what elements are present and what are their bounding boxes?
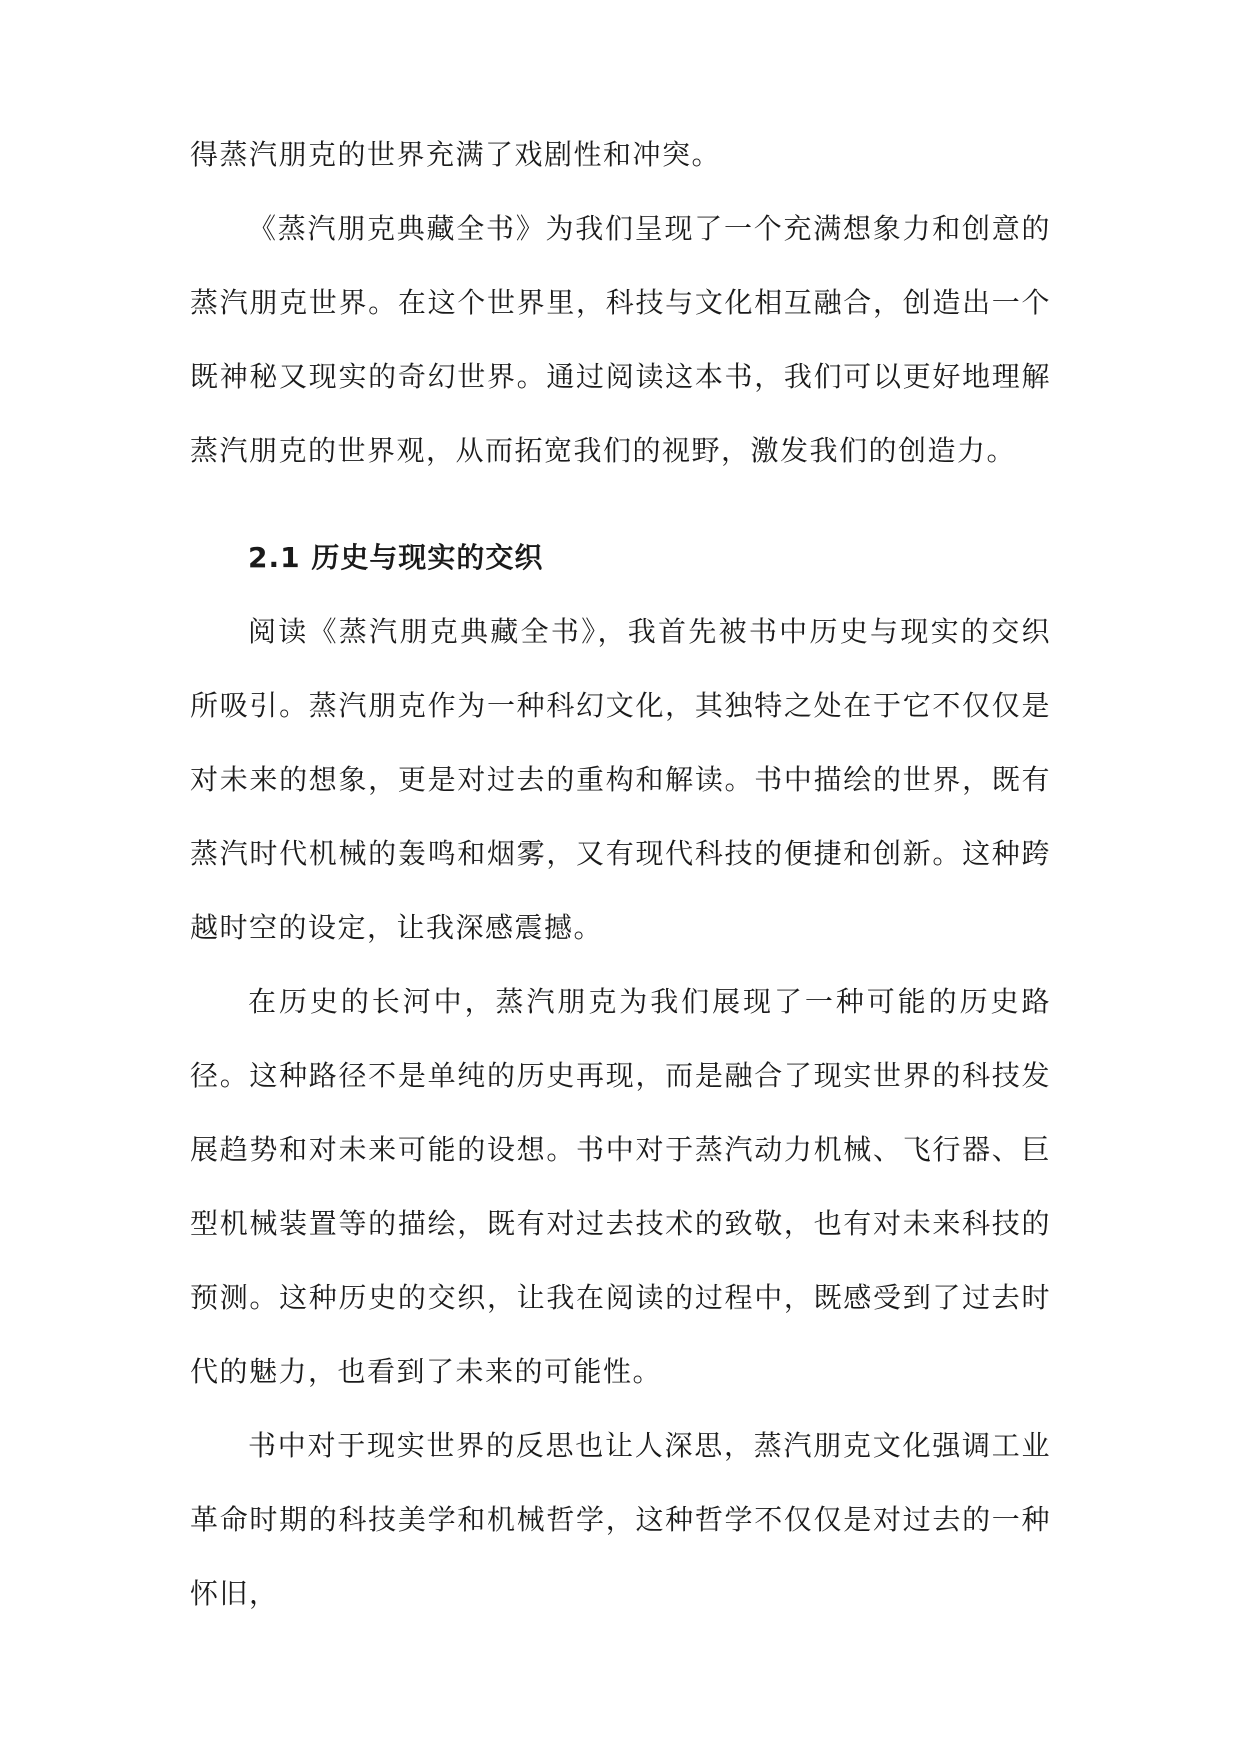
reflection-paragraph: 书中对于现实世界的反思也让人深思，蒸汽朋克文化强调工业革命时期的科技美学和机械哲学，这种哲学不仅仅是对过去的一种怀旧， bbox=[190, 1429, 1051, 1610]
continuation-paragraph: 得蒸汽朋克的世界充满了戏剧性和冲突。 bbox=[190, 138, 722, 171]
historical-path-paragraph: 在历史的长河中，蒸汽朋克为我们展现了一种可能的历史路径。这种路径不是单纯的历史再现，而是融合了现实世界的科技发展趋势和对未来可能的设想。书中对于蒸汽动力机械、飞行器、巨型机械装置等的描绘，既有对过去技术的致敬，也有对未来科技的预测。这种历史的交织，让我在阅读的过程中，既感受到了过去时代的魅力，也看到了未来的可能性。 bbox=[190, 985, 1051, 1388]
history-reality-paragraph: 阅读《蒸汽朋克典藏全书》，我首先被书中历史与现实的交织所吸引。蒸汽朋克作为一种科幻文化，其独特之处在于它不仅仅是对未来的想象，更是对过去的重构和解读。书中描绘的世界，既有蒸汽时代机械的轰鸣和烟雾，又有现代科技的便捷和创新。这种跨越时空的设定，让我深感震撼。 bbox=[190, 615, 1051, 944]
section-heading: 2.1 历史与现实的交织 bbox=[248, 541, 544, 574]
summary-paragraph: 《蒸汽朋克典藏全书》为我们呈现了一个充满想象力和创意的蒸汽朋克世界。在这个世界里，科技与文化相互融合，创造出一个既神秘又现实的奇幻世界。通过阅读这本书，我们可以更好地理解蒸汽朋克的世界观，从而拓宽我们的视野，激发我们的创造力。 bbox=[190, 212, 1051, 467]
document-body bbox=[190, 118, 1051, 1631]
